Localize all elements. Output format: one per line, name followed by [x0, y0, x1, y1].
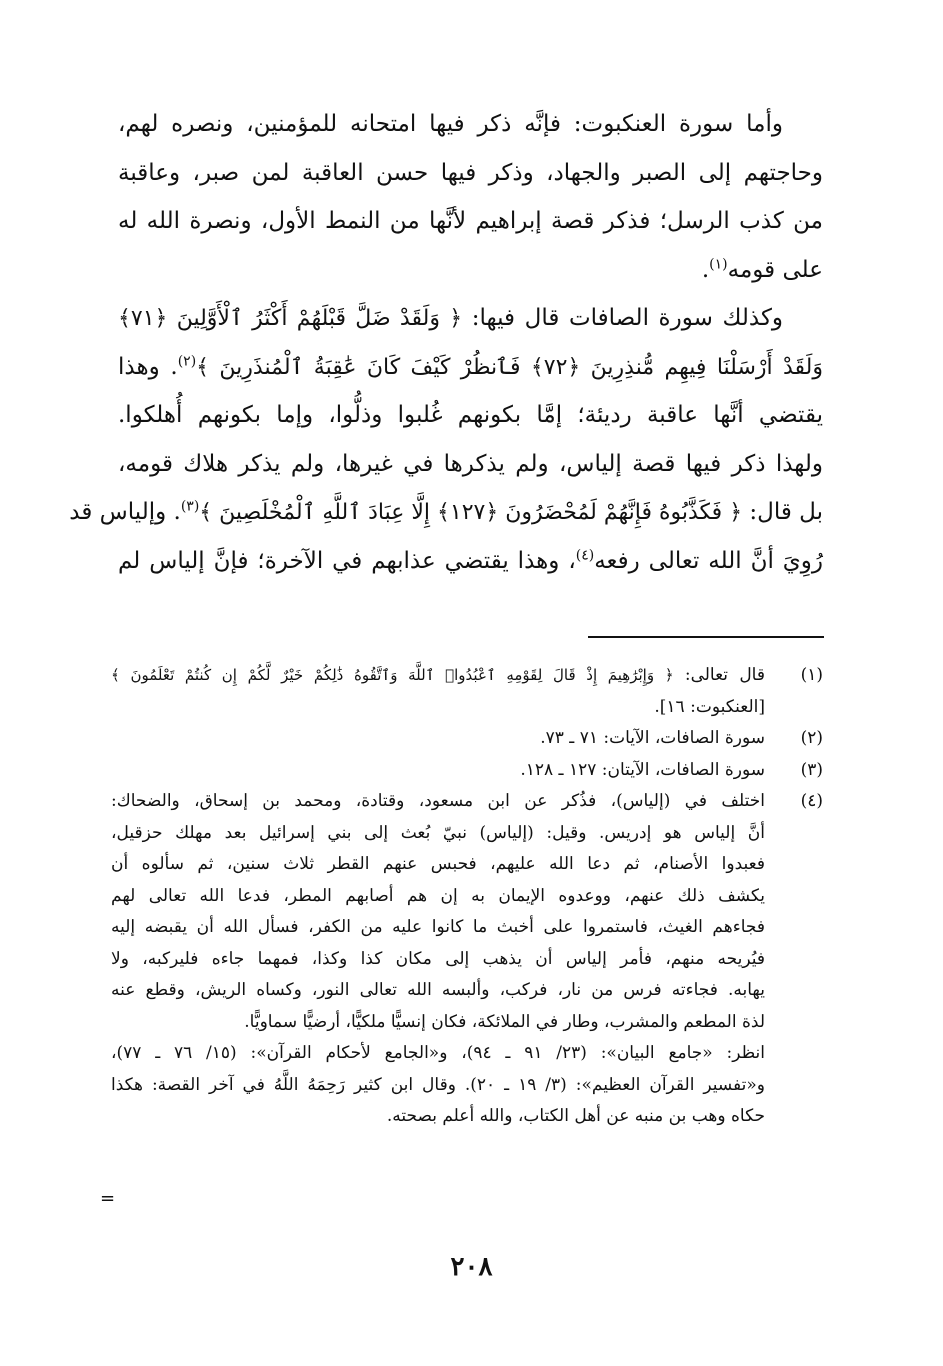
- footnote-line: أنَّ إلياس هو إدريس. وقيل: (إلياس) نبيّ بُعث إلى بني إسرائيل بعد مهلك حزقيل،: [111, 822, 765, 843]
- footnote-1: [111, 660, 823, 723]
- text-fragment: قال تعالى:: [684, 665, 765, 685]
- text-fragment: رُوِيَ أنَّ الله تعالى رفعه: [594, 547, 823, 574]
- text-line: [118, 537, 823, 586]
- quran-verse: ﴿ فَكَذَّبُوهُ فَإِنَّهُمْ لَمُحْضَرُونَ ﴿١٢٧﴾ إِلَّا عِبَادَ ٱللَّهِ ٱلْمُخْلَصِينَ ﴾: [199, 500, 743, 525]
- text-fragment: بل قال:: [749, 499, 823, 525]
- footnote-body: [111, 660, 765, 723]
- continuation-mark: =: [100, 1188, 116, 1209]
- footnote-line: يهابه. فجاءته فرس من نار، فركب، وألبسه الله تعالى النور، وكساه الريش، وقطع عنه: [111, 980, 765, 1000]
- footnote-body: [111, 786, 765, 1133]
- text-fragment: وكذلك سورة الصافات قال فيها:: [471, 305, 783, 331]
- footnote-number: (٢): [800, 728, 823, 748]
- footnote-body: [111, 755, 765, 787]
- footnote-ref: (٣): [180, 498, 200, 515]
- text-fragment: .: [701, 256, 710, 283]
- text-line: [69, 488, 823, 537]
- footnote-line: اختلف في (إلياس)، فذُكر عن ابن مسعود، وقتادة، ومحمد بن إسحاق، والضحاك:: [111, 791, 765, 811]
- footnote-line: [العنكبوت: ١٦].: [654, 696, 765, 717]
- text-fragment: على قومه: [727, 256, 823, 283]
- footnote-number: (١): [800, 665, 823, 685]
- footnote-line: سورة الصافات، الآيتان: ١٢٧ ـ ١٢٨.: [520, 759, 765, 780]
- footnote-line: [111, 660, 765, 692]
- footnote-line: فعبدوا الأصنام، ثم دعا الله عليهم، فحبس عنهم القطر ثلاث سنين، ثم سألوه أن: [111, 854, 765, 874]
- footnote-line: سورة الصافات، الآيات: ٧١ ـ ٧٣.: [540, 728, 765, 748]
- text-fragment: . وهذا: [118, 353, 178, 380]
- text-fragment: . وإلياس قد: [69, 499, 181, 525]
- footnote-ref: (١): [709, 255, 728, 272]
- footnote-ref: (٤): [575, 546, 595, 563]
- footnote-line: فيُريحه منهم، فأمر إلياس أن يذهب إلى مكان كذا وكذا، فمهما جاءه فليركبه، ولا: [111, 948, 765, 969]
- footnote-ref: (٢): [177, 352, 197, 369]
- footnote-4: [111, 786, 823, 1133]
- text-fragment: ، وهذا يقتضي عذابهم في الآخرة؛ فإنَّ إلياس لم: [118, 547, 576, 574]
- quran-verse: ﴿ وَإِبْرَٰهِيمَ إِذْ قَالَ لِقَوْمِهِ ٱعْبُدُوا۟ ٱللَّهَ وَٱتَّقُوهُ ذَٰلِكُمْ خَيْرٌ لَّكُمْ إِن كُنتُمْ تَعْلَمُونَ ﴾: [111, 666, 674, 684]
- footnote-2: [111, 723, 823, 755]
- text-line: ولهذا ذكر فيها قصة إلياس، ولم يذكرها في غيرها، ولم يذكر هلاك قومه،: [118, 450, 823, 477]
- page-number: ٢٠٨: [450, 1252, 493, 1282]
- footnote-body: [111, 723, 765, 755]
- main-text: [69, 100, 823, 585]
- footnote-line: فجاءهم الغيث، فاستمروا على أخبث ما كانوا عليه من الكفر، فسأل الله أن يقبضه إليه: [111, 917, 765, 937]
- text-line: وأما سورة العنكبوت: فإنَّه ذكر فيها امتحانه للمؤمنين، ونصره لهم،: [118, 111, 783, 137]
- text-line: [118, 343, 823, 392]
- footnote-number: (٣): [800, 759, 823, 780]
- footnote-separator: [588, 636, 824, 638]
- footnote-line: يكشف ذلك عنهم، ووعدوه الإيمان به إن هم أصابهم المطر، فدعا الله تعالى لهم: [111, 885, 765, 906]
- footnote-line: حكاه وهب بن منبه عن أهل الكتاب، والله أعلم بصحته.: [386, 1106, 765, 1126]
- footnotes: [111, 660, 823, 1133]
- text-line: [118, 294, 823, 343]
- text-line: يقتضي أنَّها عاقبة رديئة؛ إمَّا بكونهم غُلبوا وذلُّوا، وإما بكونهم أُهلكوا.: [118, 402, 823, 428]
- quran-verse: ﴿ وَلَقَدْ ضَلَّ قَبْلَهُمْ أَكْثَرُ ٱلْأَوَّلِينَ ﴿٧١﴾: [118, 306, 463, 331]
- footnote-line: لذة المطعم والمشرب، وطار في الملائكة، فكان إنسيًّا ملكيًّا، أرضيًّا سماويًّا.: [244, 1011, 765, 1032]
- text-line: [118, 246, 823, 295]
- footnote-line: انظر: «جامع البيان»: (٢٣/ ٩١ ـ ٩٤)، و«الجامع لأحكام القرآن»: (١٥/ ٧٦ ـ ٧٧)،: [111, 1043, 766, 1063]
- text-line: وحاجتهم إلى الصبر والجهاد، وذكر فيها حسن العاقبة لمن صبر، وعاقبة: [118, 159, 823, 186]
- footnote-line: و«تفسير القرآن العظيم»: (٣/ ١٩ ـ ٢٠). وقال ابن كثير رَحِمَهُ اللَّهُ في آخر القصة: هكذا: [111, 1074, 765, 1095]
- quran-verse: وَلَقَدْ أَرْسَلْنَا فِيهِم مُّنذِرِينَ ﴿٧٢﴾ فَٱنظُرْ كَيْفَ كَانَ عَٰقِبَةُ ٱلْمُنذَرِينَ ﴾: [196, 354, 823, 380]
- footnote-3: [111, 755, 823, 787]
- footnote-number: (٤): [800, 791, 823, 811]
- text-line: من كذب الرسل؛ فذكر قصة إبراهيم لأنَّها من النمط الأول، ونصرة الله له: [118, 208, 823, 234]
